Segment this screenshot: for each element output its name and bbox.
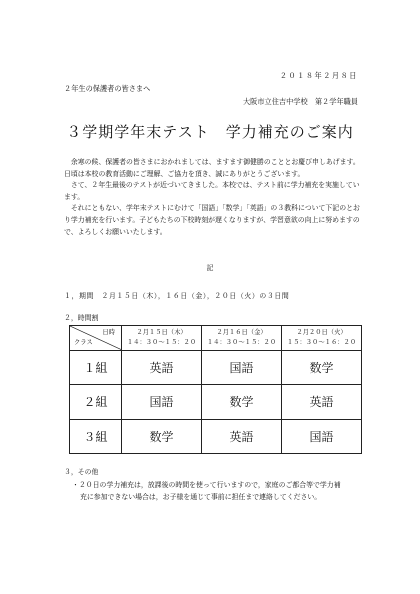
schedule-heading: ２，時間割 [64, 314, 99, 322]
date-header-cell [282, 326, 362, 351]
date-label: ２月１５日（木） [136, 329, 187, 336]
recipient-line: ２年生の保護者の皆さまへ [64, 84, 151, 93]
body-paragraph: それにともない、学年末テストにむけて「国語」「数学」「英語」の３教科について下記のとおり学力補充を行います。子どもたちの下校時刻が遅くなりますが、学習意欲の向上に努めますので、よろしくお願いいたします。 [64, 204, 360, 236]
document-date: ２０１８年２月８日 [279, 71, 358, 80]
other-note [72, 480, 372, 503]
other-heading: ３，その他 [64, 468, 99, 476]
corner-bottom-label: クラス [74, 339, 93, 346]
body-text [64, 157, 364, 238]
subject-cell: 国語 [122, 385, 202, 419]
subject-cell: 英語 [282, 385, 362, 419]
class-cell: １組 [70, 351, 122, 385]
class-cell: ２組 [70, 385, 122, 419]
body-paragraph: 余寒の候、保護者の皆さまにおかれましては、ますます御健勝のこととお慶び申しあげます。日頃は本校の教育活動にご理解、ご協力を頂き、誠にありがとうございます。 [64, 158, 360, 178]
date-header-cell [122, 326, 202, 351]
subject-cell: 国語 [282, 419, 362, 453]
subject-cell: 数学 [202, 385, 282, 419]
subject-cell: 英語 [122, 351, 202, 385]
time-label: １４：３０〜１５：２０ [126, 339, 197, 346]
time-label: １５：３０〜１６：２０ [286, 339, 357, 346]
corner-top-label: 日時 [102, 329, 115, 336]
table-row [70, 351, 362, 385]
subject-cell: 数学 [122, 419, 202, 453]
note-line: ・２０日の学力補充は，放課後の時間を使って行いますので，家庭のご都合等で学力補 [72, 481, 341, 489]
subject-cell: 英語 [202, 419, 282, 453]
period-line: １，期間 ２月１５日（木），１６日（金），２０日（火）の３日間 [64, 292, 290, 300]
table-row [70, 385, 362, 419]
note-line: 充に参加できない場合は，お子様を通じて事前に担任まで連絡してください。 [80, 492, 322, 501]
time-label: １４：３０〜１５：２０ [206, 339, 277, 346]
body-paragraph: さて、２年生最後のテストが近づいてきました。本校では、テスト前に学力補充を実施しています。 [64, 181, 360, 201]
table-header-row [70, 326, 362, 351]
document-title: ３学期学年末テスト 学力補充のご案内 [66, 123, 354, 141]
class-cell: ３組 [70, 419, 122, 453]
date-label: ２月２０日（火） [296, 329, 347, 336]
corner-cell [70, 326, 122, 351]
schedule-table [69, 325, 362, 454]
date-header-cell [202, 326, 282, 351]
sender-line: 大阪市立住吉中学校 第２学年職員 [242, 97, 358, 106]
table-row [70, 419, 362, 453]
date-label: ２月１６日（金） [216, 329, 267, 336]
ki-heading: 記 [206, 264, 214, 272]
subject-cell: 国語 [202, 351, 282, 385]
subject-cell: 数学 [282, 351, 362, 385]
